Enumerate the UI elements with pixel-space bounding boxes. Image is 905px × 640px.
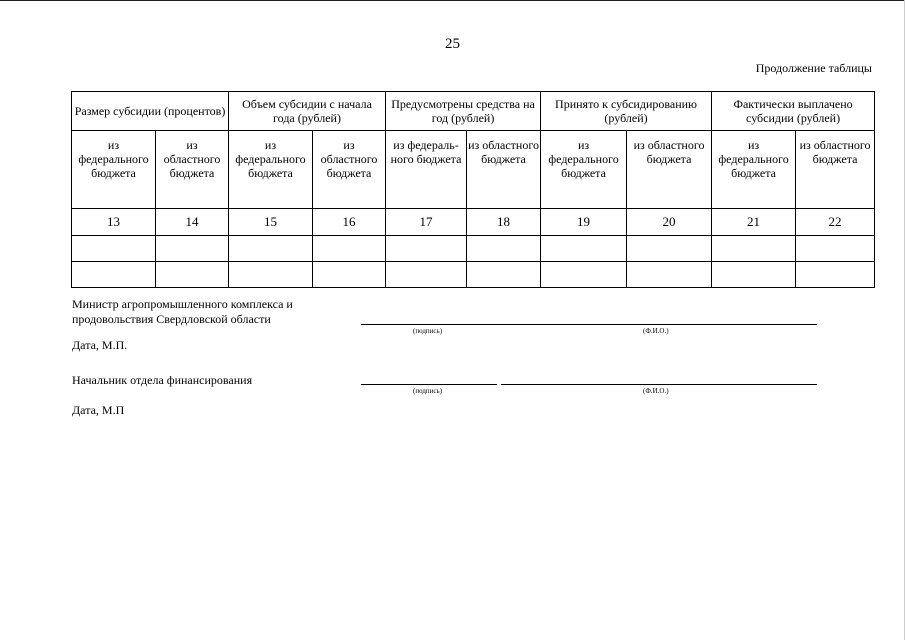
empty-cell[interactable] bbox=[796, 236, 875, 262]
sub-header: из федерального бюджета bbox=[72, 131, 156, 209]
signature-line[interactable] bbox=[361, 384, 497, 385]
empty-cell[interactable] bbox=[313, 236, 386, 262]
group-header: Фактически выплачено субсидии (рублей) bbox=[712, 92, 875, 131]
empty-cell[interactable] bbox=[541, 262, 627, 288]
column-number: 15 bbox=[229, 209, 313, 236]
name-caption: (Ф.И.О.) bbox=[643, 327, 669, 335]
sub-header: из областного бюджета bbox=[467, 131, 541, 209]
sub-header: из федерального бюджета bbox=[541, 131, 627, 209]
signatory-title-minister: Министр агропромышленного комплекса и продовольствия Свердловской области bbox=[72, 297, 293, 326]
empty-cell[interactable] bbox=[229, 236, 313, 262]
empty-cell[interactable] bbox=[313, 262, 386, 288]
empty-cell[interactable] bbox=[72, 262, 156, 288]
empty-cell[interactable] bbox=[386, 236, 467, 262]
empty-cell[interactable] bbox=[712, 236, 796, 262]
sub-header: из областного бюджета bbox=[627, 131, 712, 209]
empty-cell[interactable] bbox=[156, 262, 229, 288]
empty-cell[interactable] bbox=[712, 262, 796, 288]
column-number: 21 bbox=[712, 209, 796, 236]
empty-cell[interactable] bbox=[229, 262, 313, 288]
subsidy-table bbox=[71, 91, 875, 288]
page-top-rule bbox=[0, 0, 905, 1]
empty-cell[interactable] bbox=[156, 236, 229, 262]
empty-table-row bbox=[72, 262, 875, 288]
column-number: 17 bbox=[386, 209, 467, 236]
column-number: 19 bbox=[541, 209, 627, 236]
signature-line[interactable] bbox=[361, 324, 817, 325]
sub-header: из федерального бюджета bbox=[229, 131, 313, 209]
group-header: Принято к субсидированию (рублей) bbox=[541, 92, 712, 131]
empty-cell[interactable] bbox=[386, 262, 467, 288]
column-number: 13 bbox=[72, 209, 156, 236]
column-number-row bbox=[72, 209, 875, 236]
empty-cell[interactable] bbox=[541, 236, 627, 262]
date-stamp-label: Дата, М.П bbox=[72, 403, 125, 417]
empty-table-row bbox=[72, 236, 875, 262]
group-header: Объем субсидии с начала года (рублей) bbox=[229, 92, 386, 131]
sub-header: из областного бюджета bbox=[156, 131, 229, 209]
name-caption: (Ф.И.О.) bbox=[643, 387, 669, 395]
empty-cell[interactable] bbox=[627, 236, 712, 262]
empty-cell[interactable] bbox=[467, 236, 541, 262]
sub-header: из областного бюджета bbox=[313, 131, 386, 209]
empty-cell[interactable] bbox=[72, 236, 156, 262]
column-number: 14 bbox=[156, 209, 229, 236]
column-number: 16 bbox=[313, 209, 386, 236]
group-header: Предусмотрены средства на год (рублей) bbox=[386, 92, 541, 131]
group-header-row bbox=[72, 92, 875, 131]
date-stamp-label: Дата, М.П. bbox=[72, 338, 128, 352]
signatory-title-finance-head: Начальник отдела финансирования bbox=[72, 373, 253, 387]
signature-caption: (подпись) bbox=[413, 327, 443, 335]
sub-header-row bbox=[72, 131, 875, 209]
empty-cell[interactable] bbox=[627, 262, 712, 288]
column-number: 22 bbox=[796, 209, 875, 236]
column-number: 18 bbox=[467, 209, 541, 236]
sub-header: из областного бюджета bbox=[796, 131, 875, 209]
sub-header: из федерального бюджета bbox=[712, 131, 796, 209]
empty-cell[interactable] bbox=[796, 262, 875, 288]
table-continuation-label: Продолжение таблицы bbox=[755, 61, 872, 75]
name-line[interactable] bbox=[501, 384, 817, 385]
group-header: Размер субсидии (процентов) bbox=[72, 92, 229, 131]
signature-caption: (подпись) bbox=[413, 387, 443, 395]
empty-cell[interactable] bbox=[467, 262, 541, 288]
sub-header: из федераль-ного бюджета bbox=[386, 131, 467, 209]
page-number: 25 bbox=[445, 36, 460, 52]
column-number: 20 bbox=[627, 209, 712, 236]
